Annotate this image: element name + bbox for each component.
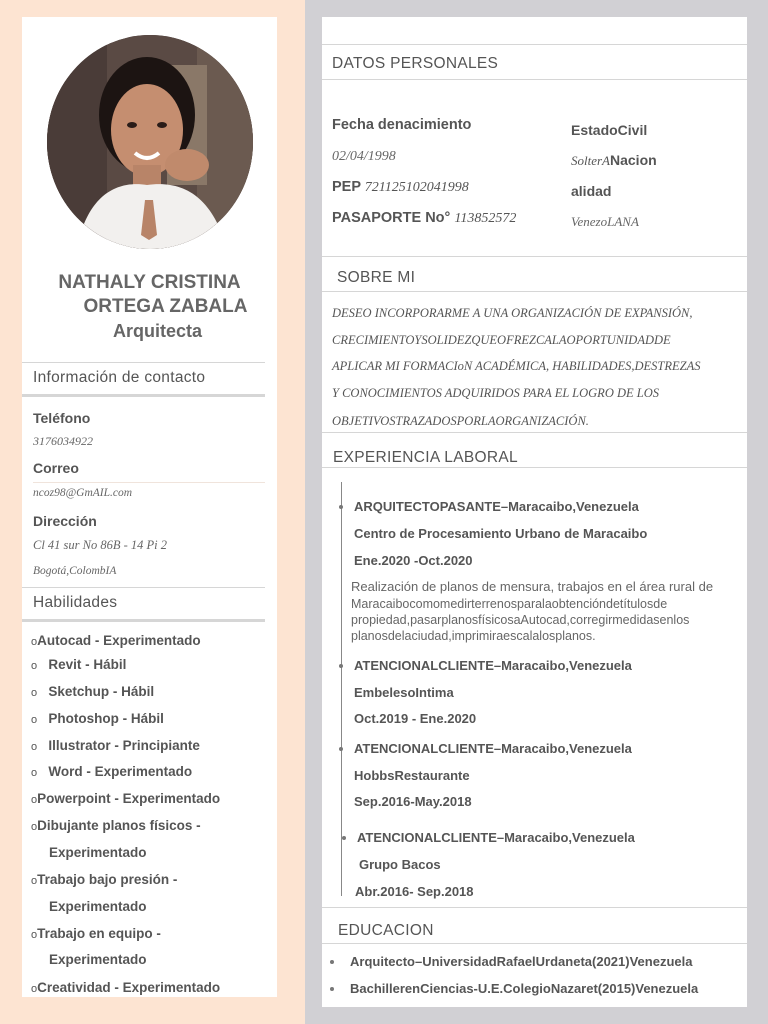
- job-title: Arquitecta: [112, 321, 202, 341]
- skill-item: o Illustrator - Principiante: [31, 738, 200, 753]
- skill-item: o Sketchup - Hábil: [31, 684, 155, 699]
- job-role: ATENCIONALCLIENTE–Maracaibo,Venezuela: [354, 741, 632, 756]
- divider: [322, 467, 747, 468]
- about-line: OBJETIVOSTRAZADOSPORLAORGANIZACIÓN.: [332, 414, 589, 428]
- personal-section-title: DATOS PERSONALES: [332, 55, 499, 72]
- divider: [322, 44, 747, 45]
- divider: [322, 291, 747, 292]
- skill-item: oTrabajo bajo presión -: [31, 872, 178, 887]
- bullet-icon: [339, 505, 343, 509]
- bullet-icon: [339, 747, 343, 751]
- job-company: EmbelesoIntima: [354, 685, 454, 700]
- skill-item: oCreatividad - Experimentado: [31, 980, 221, 995]
- bullet-icon: [330, 960, 334, 964]
- divider: [322, 79, 747, 80]
- skill-item: oPowerpoint - Experimentado: [31, 791, 221, 806]
- skill-item-continuation: Experimentado: [49, 845, 147, 860]
- skill-item: o Revit - Hábil: [31, 657, 127, 672]
- about-line: DESEO INCORPORARME A UNA ORGANIZACIÓN DE EXPANSIÓN,: [332, 306, 693, 320]
- full-name-line2: ORTEGA ZABALA: [83, 296, 248, 317]
- nationality-value: VenezoLANA: [571, 214, 639, 229]
- bullet-icon: [339, 664, 343, 668]
- contact-section-title: Información de contacto: [33, 369, 206, 386]
- education-item: Arquitecto–UniversidadRafaelUrdaneta(2021)Venezuela: [350, 954, 693, 969]
- profile-photo: [47, 35, 253, 249]
- about-line: Y CONOCIMIENTOS ADQUIRIDOS PARA EL LOGRO DE LOS: [332, 386, 659, 400]
- phone-label: Teléfono: [33, 410, 91, 426]
- job-company: Grupo Bacos: [359, 857, 441, 872]
- job-description-line: Maracaibocomomedirterrenosparalaobtencióndetítulosde: [351, 597, 668, 611]
- nationality-label: alidad: [571, 183, 612, 199]
- job-role: ATENCIONALCLIENTE–Maracaibo,Venezuela: [357, 830, 635, 845]
- email-value: ncoz98@GmAIL.com: [33, 487, 133, 499]
- job-dates: Oct.2019 - Ene.2020: [354, 711, 477, 726]
- job-description-line: Realización de planos de mensura, trabajos en el área rural de: [351, 579, 714, 594]
- phone-value: 3176034922: [33, 434, 93, 448]
- about-line: CRECIMIENTOYSOLIDEZQUEOFREZCALAOPORTUNIDADDE: [332, 333, 671, 347]
- civil-status-label: EstadoCivil: [571, 122, 648, 138]
- job-company: HobbsRestaurante: [354, 768, 470, 783]
- skill-item: o Photoshop - Hábil: [31, 711, 164, 726]
- education-item: BachillerenCiencias-U.E.ColegioNazaret(2015)Venezuela: [350, 981, 699, 996]
- divider: [22, 619, 265, 622]
- pep-row: PEP 721125102041998: [332, 179, 469, 195]
- bullet-icon: [342, 836, 346, 840]
- divider: [322, 907, 747, 908]
- experience-section-title: EXPERIENCIA LABORAL: [333, 449, 518, 466]
- job-role: ARQUITECTOPASANTE–Maracaibo,Venezuela: [354, 499, 639, 514]
- skill-item: o Word - Experimentado: [31, 764, 193, 779]
- job-company: Centro de Procesamiento Urbano de Maracaibo: [354, 526, 648, 541]
- job-dates: Abr.2016- Sep.2018: [355, 884, 474, 899]
- divider: [33, 482, 265, 483]
- birth-date-value: 02/04/1998: [332, 149, 396, 164]
- divider: [22, 587, 265, 588]
- divider: [322, 256, 747, 257]
- email-label: Correo: [33, 460, 79, 476]
- address-line1: Cl 41 sur No 86B - 14 Pi 2: [33, 538, 168, 552]
- job-role: ATENCIONALCLIENTE–Maracaibo,Venezuela: [354, 658, 632, 673]
- skill-item-continuation: Experimentado: [49, 899, 147, 914]
- address-line2: Bogotá,ColombIA: [33, 565, 117, 577]
- timeline-line: [341, 482, 342, 896]
- about-line: APLICAR MI FORMACIoN ACADÉMICA, HABILIDADES,DESTREZAS: [332, 359, 701, 373]
- bullet-icon: [330, 987, 334, 991]
- passport-row: PASAPORTE No° 113852572: [332, 210, 517, 226]
- skill-item-continuation: Experimentado: [49, 952, 147, 967]
- divider: [22, 362, 265, 363]
- job-dates: Sep.2016-May.2018: [354, 794, 472, 809]
- job-description-line: planosdelaciudad,imprimiraescalalosplanos.: [351, 629, 596, 643]
- about-section-title: SOBRE MI: [337, 269, 416, 286]
- skill-item: oAutocad - Experimentado: [31, 633, 201, 648]
- civil-status-row: SolterANacion: [571, 152, 657, 168]
- divider: [322, 943, 747, 944]
- job-dates: Ene.2020 -Oct.2020: [354, 553, 473, 568]
- job-description-line: propiedad,pasarplanosfísicosaAutocad,corregirmedidasenlos: [351, 613, 690, 627]
- divider: [22, 394, 265, 397]
- address-label: Dirección: [33, 513, 97, 529]
- skill-item: oTrabajo en equipo -: [31, 926, 161, 941]
- divider: [322, 432, 747, 433]
- full-name-line1: NATHALY CRISTINA: [58, 272, 241, 293]
- education-section-title: EDUCACION: [338, 922, 434, 939]
- birth-date-label: Fecha denacimiento: [332, 117, 472, 133]
- skills-section-title: Habilidades: [33, 594, 118, 611]
- skill-item: oDibujante planos físicos -: [31, 818, 201, 833]
